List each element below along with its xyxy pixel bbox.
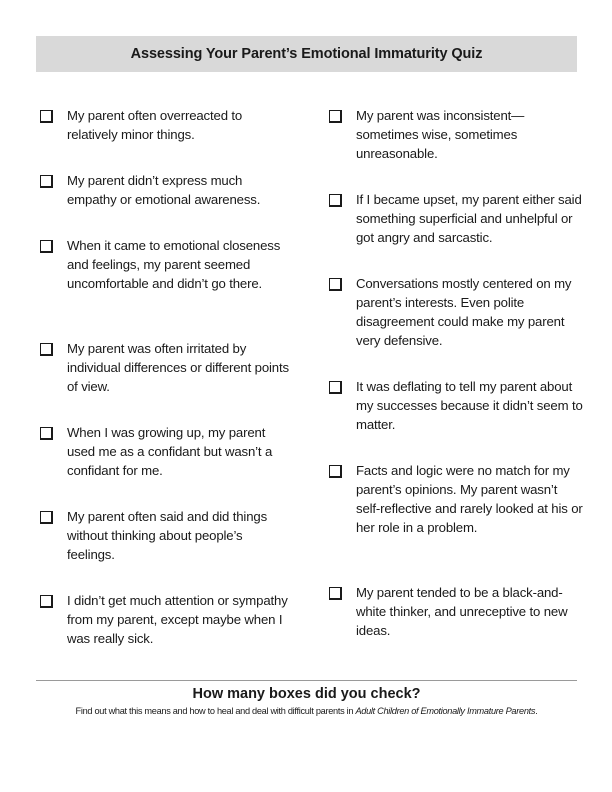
checklist-item [40, 507, 290, 564]
checklist-item-text: Facts and logic were no match for my parent’s opinions. My parent wasn’t self-reflective and rarely looked at his or her role in a problem. [356, 463, 583, 535]
checkbox[interactable] [40, 175, 53, 188]
checklist-item-text: My parent was inconsistent— sometimes wise, sometimes unreasonable. [356, 108, 525, 161]
checkbox[interactable] [329, 381, 342, 394]
checkbox[interactable] [40, 240, 53, 253]
checklist-item-text: If I became upset, my parent either said something superficial and unhelpful or got angry and sarcastic. [356, 192, 582, 245]
checkbox[interactable] [40, 511, 53, 524]
checklist-item-text: I didn’t get much attention or sympathy from my parent, except maybe when I was really sick. [67, 593, 288, 646]
checkbox[interactable] [40, 110, 53, 123]
checklist-item [329, 583, 584, 640]
checklist-item-text: It was deflating to tell my parent about my successes because it didn’t seem to matter. [356, 379, 583, 432]
checklist-item [40, 106, 290, 144]
quiz-title-bar [36, 36, 577, 72]
checkbox[interactable] [329, 194, 342, 207]
checklist-item-text: My parent often overreacted to relatively minor things. [67, 108, 243, 142]
checkbox[interactable] [329, 278, 342, 291]
checkbox[interactable] [40, 595, 53, 608]
checkbox[interactable] [329, 587, 342, 600]
checklist-item [329, 377, 584, 434]
checklist-item [329, 106, 584, 163]
checklist-item [40, 236, 290, 293]
checklist-item [40, 591, 290, 648]
footer-text-after: . [535, 706, 538, 716]
checklist-item-text: When I was growing up, my parent used me as a confidant but wasn’t a confidant for me. [67, 425, 273, 478]
page-title: Assessing Your Parent’s Emotional Immaturity Quiz [130, 46, 483, 62]
footer-text-before: Find out what this means and how to heal and deal with difficult parents in [75, 706, 356, 716]
checklist-item [40, 171, 290, 209]
checklist-item [329, 190, 584, 247]
footer-text [30, 706, 583, 716]
checklist-item [329, 461, 584, 537]
footer-question: How many boxes did you check? [192, 686, 421, 702]
checklist-item-text: My parent didn’t express much empathy or emotional awareness. [67, 173, 261, 207]
checklist-item-text: My parent tended to be a black-and-white thinker, and unreceptive to new ideas. [356, 585, 568, 638]
checklist-item [329, 274, 584, 350]
checkbox[interactable] [40, 427, 53, 440]
book-title: Adult Children of Emotionally Immature Parents [355, 706, 536, 716]
checklist-item [40, 423, 290, 480]
checkbox[interactable] [40, 343, 53, 356]
checklist-item-text: When it came to emotional closeness and feelings, my parent seemed uncomfortable and didn’t go there. [67, 238, 281, 291]
checklist-item-text: My parent was often irritated by individual differences or different points of view. [67, 341, 289, 394]
footer-divider [36, 680, 577, 681]
checklist-item [40, 339, 290, 396]
checklist-item-text: Conversations mostly centered on my parent’s interests. Even polite disagreement could make my parent very defensive. [356, 276, 572, 348]
checklist-item-text: My parent often said and did things without thinking about people’s feelings. [67, 509, 268, 562]
checkbox[interactable] [329, 110, 342, 123]
checkbox[interactable] [329, 465, 342, 478]
